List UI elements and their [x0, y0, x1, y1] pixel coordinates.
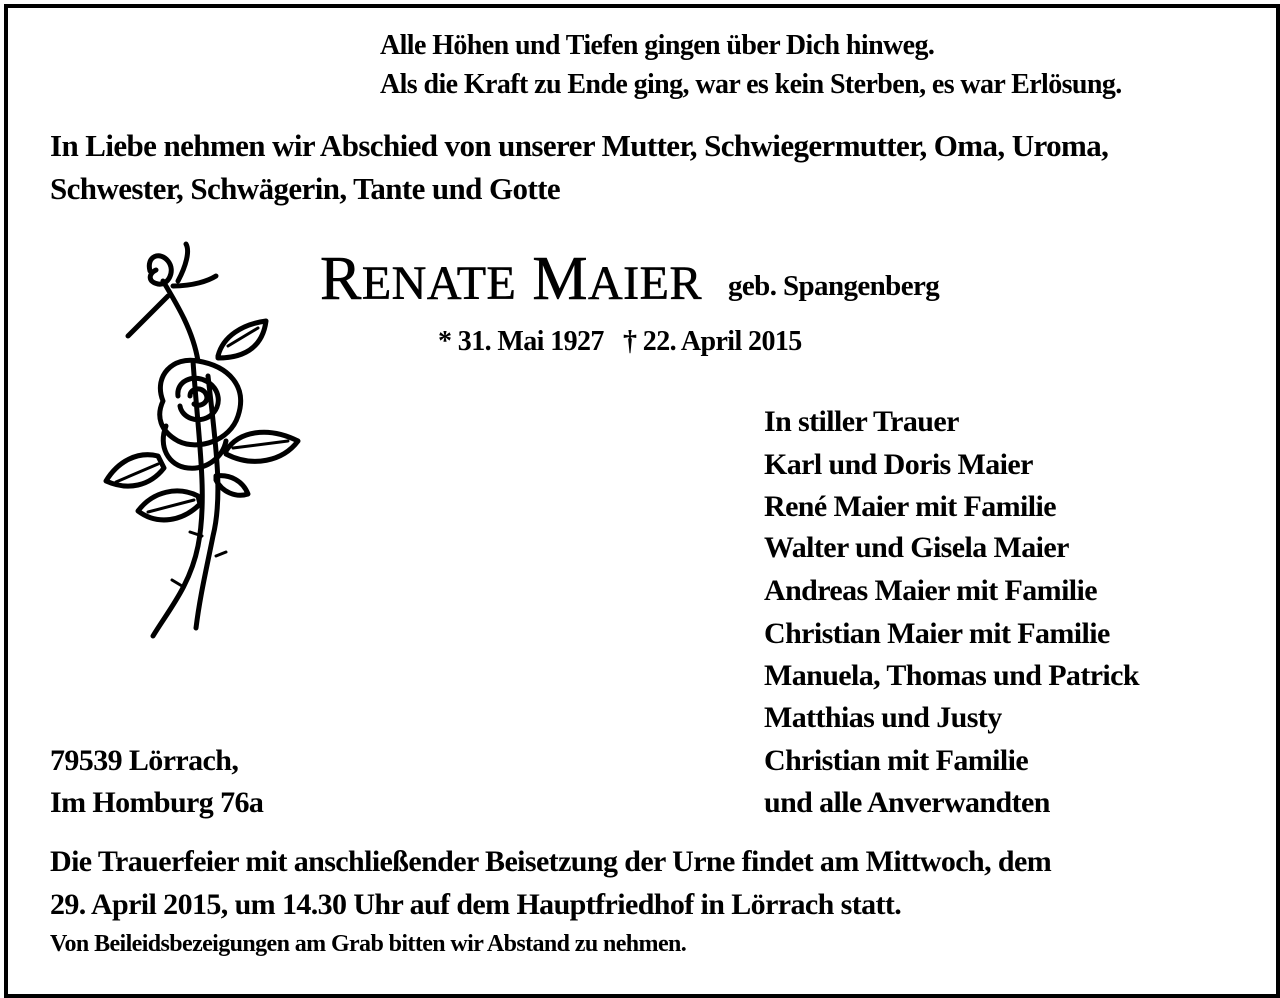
maiden-name: geb. Spangenberg	[728, 270, 940, 302]
address-street: Im Homburg 76a	[50, 786, 264, 819]
mourner-line: und alle Anverwandten	[764, 786, 1050, 819]
condolence-note: Von Beileidsbezeigungen am Grab bitten wir Abstand zu nehmen.	[50, 931, 687, 957]
intro-line-1: In Liebe nehmen wir Abschied von unserer Mutter, Schwiegermutter, Oma, Uroma,	[50, 128, 1109, 163]
mourner-line: Karl und Doris Maier	[764, 448, 1033, 481]
mourner-line: In stiller Trauer	[764, 405, 959, 438]
motto-line-1: Alle Höhen und Tiefen gingen über Dich hinweg.	[380, 30, 935, 61]
deceased-name	[320, 245, 702, 313]
first-name-initial: R	[320, 245, 362, 313]
service-line-2: 29. April 2015, um 14.30 Uhr auf dem Hauptfriedhof in Lörrach statt.	[50, 888, 902, 921]
mourner-line: Andreas Maier mit Familie	[764, 574, 1097, 607]
mourner-line: Manuela, Thomas und Patrick	[764, 659, 1139, 692]
last-name-rest: AIER	[587, 257, 702, 310]
mourner-line: Walter und Gisela Maier	[764, 531, 1069, 564]
address-city: 79539 Lörrach,	[50, 744, 239, 777]
mourner-line: René Maier mit Familie	[764, 490, 1056, 523]
intro-line-2: Schwester, Schwägerin, Tante und Gotte	[50, 171, 560, 206]
mourner-line: Christian Maier mit Familie	[764, 617, 1110, 650]
mourner-line: Matthias und Justy	[764, 701, 1002, 734]
mourner-line: Christian mit Familie	[764, 744, 1029, 777]
last-name-initial: M	[532, 245, 588, 313]
first-name-rest: ENATE	[361, 257, 517, 310]
rose-icon	[98, 236, 318, 646]
motto-line-2: Als die Kraft zu Ende ging, war es kein Sterben, es war Erlösung.	[380, 69, 1122, 100]
life-dates: * 31. Mai 1927 † 22. April 2015	[438, 326, 802, 357]
service-line-1: Die Trauerfeier mit anschließender Beisetzung der Urne findet am Mittwoch, dem	[50, 845, 1052, 878]
